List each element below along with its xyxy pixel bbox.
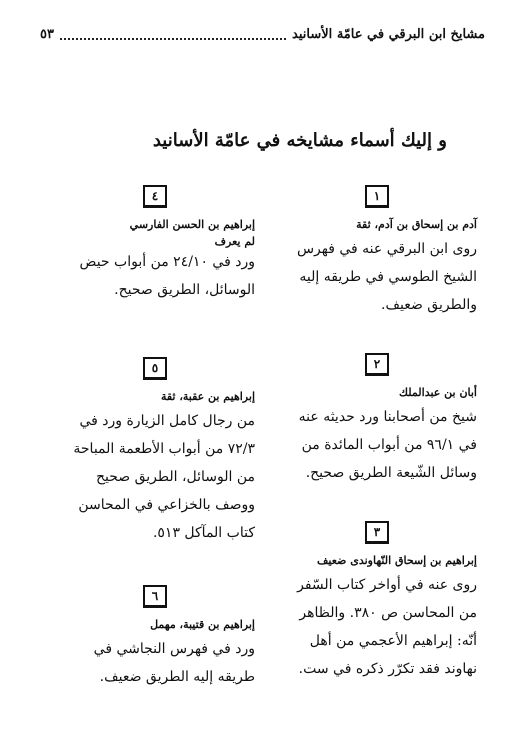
entry-number-box: ٥ [143, 357, 167, 380]
running-header [40, 22, 485, 46]
entry-name: إبراهيم بن عقبة، ثقة [160, 390, 255, 403]
entry-number-box: ٤ [143, 185, 167, 208]
page-number: ٥٣ [40, 26, 54, 42]
entry-body: شيخ من أصحابنا ورد حديثه عنه في ٩٦/١ من أبواب المائدة من وسائل الشّيعة الطريق صحيح. [298, 409, 477, 481]
entry-body: ورد في ٢٤/١٠ من أبواب حيض الوسائل، الطريق صحيح. [79, 254, 255, 298]
entry-number-box: ٢ [365, 353, 389, 376]
entry-2 [277, 353, 477, 487]
entry-body: روى ابن البرقي عنه في فهرس الشيخ الطوسي في طريقه إليه والطريق ضعيف. [296, 241, 477, 313]
entry-body: من رجال كامل الزيارة ورد في ٧٢/٣ من أبواب الأطعمة المباحة من الوسائل، الطريق صحيح ووصف بالخزاعي في المحاسن كتاب المآكل ٥١٣. [73, 413, 255, 541]
entry-status: لم يعرف [214, 235, 255, 248]
entry-3 [277, 521, 477, 683]
header-dot-leader [60, 28, 286, 40]
entry-name: أبان بن عبدالملك [399, 386, 477, 399]
entry-name: إبراهيم بن الحسن الفارسي [129, 218, 255, 231]
entry-name: آدم بن إسحاق بن آدم، ثقة [356, 218, 477, 231]
section-heading: و إليك أسماء مشايخه في عامّة الأسانيد [152, 130, 447, 151]
header-title: مشايخ ابن البرقي في عامّة الأسانيد [292, 26, 485, 42]
entry-4 [55, 185, 255, 304]
entry-number-box: ٣ [365, 521, 389, 544]
entry-name: إبراهيم بن إسحاق النّهاوندی ضعيف [317, 554, 477, 567]
entry-body: روى عنه في أواخر كتاب السّفر من المحاسن ص ٣٨٠. والظاهر أنّه: إبراهيم الأعجمي من أهل نهاوند فقد تكرّر ذكره في ست. [297, 577, 477, 677]
entry-5 [55, 357, 255, 547]
entry-6 [55, 585, 255, 691]
entry-number-box: ٦ [143, 585, 167, 608]
entry-body: ورد في فهرس النجاشي في طريقه إليه الطريق ضعيف. [93, 641, 255, 685]
entry-1 [277, 185, 477, 319]
entry-name: إبراهيم بن قتيبة، مهمل [150, 618, 255, 631]
entry-number-box: ١ [365, 185, 389, 208]
